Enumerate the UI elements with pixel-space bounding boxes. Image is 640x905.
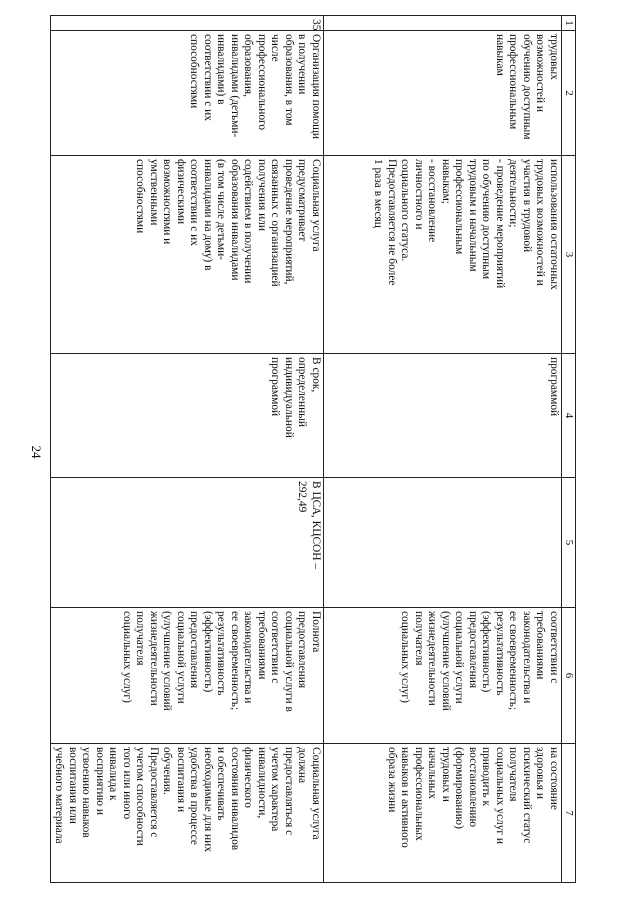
service-conditions: Социальная услуга должна предоставляться с учетом характера инвалидности, физического состояния инвалидов и обеспечивать необходимые для них удобства в процессе воспитания и обучения. Предоставляется с учетом способности того или иного инвалида к восприятию и усвоению навыков воспитания или учебного материала <box>51 744 324 883</box>
header-cell-4: 4 <box>562 354 576 478</box>
service-description: Социальная услуга предусматривает проведение мероприятий, связанных с организацией получения или содействием в получении образования инвалидами (в том числе детьми- инвалидами на дому) в соответствии с их физическими возможностями и умственными способностями <box>51 156 324 354</box>
header-cell-7: 7 <box>562 744 576 883</box>
header-cell-6: 6 <box>562 608 576 744</box>
service-description: использования остаточных трудовых возможностей и участия в трудовой деятельности; - проведение мероприятий по обучению доступным трудовым и начальным профессиональным навыкам; - восстановление личностного и социального статуса. Предоставляется не более 1 раза в месяц <box>324 156 562 354</box>
service-conditions: на состояние здоровья и психический статус получателя социальных услуг и приводить к восстановлению (формированию) трудовых и начальных профессиональных навыков и активного образа жизни <box>324 744 562 883</box>
row-number: 35 <box>51 16 324 31</box>
rotated-page <box>53 15 576 882</box>
service-cost <box>324 478 562 608</box>
quality-indicators: соответствии с требованиями законодательства и ее своевременность; результативность (эффективность) предоставления социальной услуги (улучшение условий жизнедеятельности получателя социальных услуг) <box>324 608 562 744</box>
service-term: В срок, определенный индивидуальной программой <box>51 354 324 478</box>
header-cell-3: 3 <box>562 156 576 354</box>
header-cell-1: 1 <box>562 16 576 31</box>
table-row <box>51 16 324 883</box>
service-cost: В ЦСА, КЦСОН – 292,49 <box>51 478 324 608</box>
service-term: программой <box>324 354 562 478</box>
row-number <box>324 16 562 31</box>
service-name: трудовых возможностей и обучению доступным профессиональным навыкам <box>324 31 562 156</box>
table-row <box>324 16 562 883</box>
services-table <box>50 15 576 883</box>
service-name: Организация помощи в получении образования, в том числе профессионального образования, инвалидами (детьми- инвалидами) в соответствии с их способностями <box>51 31 324 156</box>
page-number: 24 <box>29 445 44 459</box>
quality-indicators: Полнота предоставления социальной услуги в соответствии с требованиями законодательства и ее своевременность; результативность (эффективность) предоставления социальной услуги (улучшение условий жизнедеятельности получателя социальных услуг) <box>51 608 324 744</box>
header-row <box>562 16 576 883</box>
header-cell-5: 5 <box>562 478 576 608</box>
header-cell-2: 2 <box>562 31 576 156</box>
